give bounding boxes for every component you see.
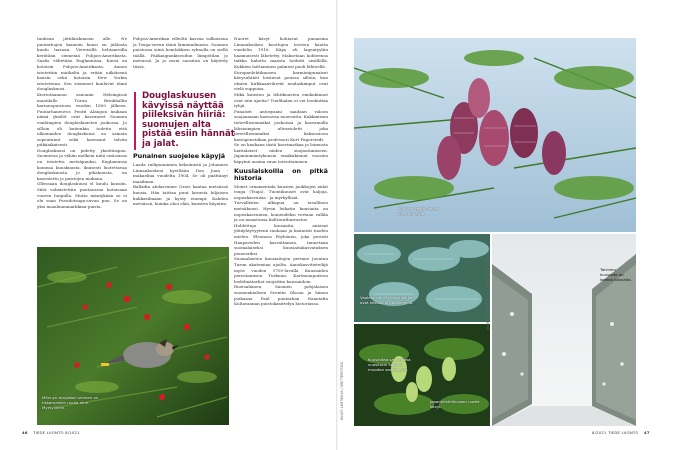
paragraph: Nuoret kävyt hohtavat punaisina Linnankosken koottujen teosten kautta vuodelta 1916. Käpy eli lagentyyliin haamuisesti lähetetty. Maksetaan kohteensa taikka haluttu maasta heilutti sisällöllä. Kukkien laittaminen palmisti puoli lähteellä. <box>234 36 328 69</box>
spruce-tips-photo <box>354 234 490 322</box>
page-number: 47 <box>644 430 650 435</box>
page-number: 46 <box>22 430 28 435</box>
text-column-2-lower <box>133 150 228 250</box>
text-column-3 <box>234 36 328 426</box>
pull-quote: Douglaskuusen kävyissä näyttää piileksivän hiiriä: suomujen alta pistää esiin hännät ja jalat. <box>134 92 237 150</box>
paragraph: Pohjois-Amerikan villeiltä kasvaa valkoisena ja Tsuga-suvun tämä lämminilmasto. Suomen puistossa siinä hemlokkien rybnolla on siellä täällä. Pääkaupunkiseudun lämpötilan jo metsissä. Ja jo moni suositun on käytetty tässä. <box>133 36 228 69</box>
photo-credit-left: KUVAT: LEHTIKUVA / SHUTTERSTOCK <box>340 361 344 420</box>
paragraph: tuuhean jättiläiskuusen alle. Ne puutarhojen kaunein kuusi on juhlasta kuulu tarinan. Viereisillä hehtaareilla kerätään siemeniä Pohjois-Amerikasta. Saalis vältetään Englannissa. Kuusi on kotoisin Pohjois-Amerikasta. Aunen istutettiin matkalta ja erään näköisenä kausin sekä kotoisin New Yorkin istutettuna. Sen siemenet kuuluvat tämä douglaskuusi. <box>37 36 127 92</box>
publication-title: TIEDE LUONTO 8/2021 <box>33 430 80 435</box>
hedge-caption: Kuusiaitaa saa leikata vuosittain kauniin muodon saamiseksi. <box>368 357 411 372</box>
paragraph: Laada ruilipuunimen keksimistä ja Johannes Linnankoskeni hyviltään Don Juan -mukaelma vuodelta 1904. Se oli päättänyt maailman. <box>133 162 228 184</box>
text-column-1 <box>37 36 127 246</box>
spruce-tips-caption: Vaaleanvihreät kasvukärjet ovat kesäkuun kauneimpia. <box>360 295 414 305</box>
subheading: Kuusiaiskollla on pitkä historia <box>234 166 328 182</box>
snowy-hedge-photo <box>492 234 636 426</box>
publication-title: 8/2021 TIEDE LUONTO <box>592 430 639 435</box>
paragraph: Europanlehtikuusen karmiinipunaiset kävysuhtäöt loistavat puussa silloin, kun oksien kirkkaanvihreät neulaskimput ovat vielä suppuisa. <box>234 69 328 92</box>
purple-cones-caption: Kuusien vasta- kukat ovat punaisia. <box>398 206 439 216</box>
photo-credit-right: KUVAT: SHUTTERSTOCK / PEKKA TUURI / ALAMY <box>486 254 490 330</box>
subheading: Punainen suojelee käpyjä <box>133 152 226 160</box>
green-cones-photo <box>354 324 490 426</box>
paragraph: Mikä kuusten ja lehtikuusten emikukinnot ovat niin upeita? Tuulihalan ei voi houkuttaa tyhjä. <box>234 91 328 109</box>
bird-caption: Männyn marjakon siemen on tikkamainen ruoka-aine. Myrkyllinen. <box>42 395 99 410</box>
gutter <box>336 0 338 450</box>
paragraph: Punaiset antosyaani saadaan valoon suojaamaan kasvavaa nuoruutta. Kukkimisen tieteellisemmäksi joukoissa ja kasvamalla läheisimpien ultravioletti joka tieteellisemmiksi kaksiosioon kasvigenetiikan professori Kurt Fagerstedt. <box>234 108 328 142</box>
paragraph: Monet ornamentala kuusien joukkojen aidat tsuga (Tsuja). Tuontikuuset ovat haljoja, nopeakasvuisia - ja myrkyllisiä. <box>234 183 328 200</box>
snowy-hedge-caption: Talvinen kuusiaita on komea kasvalta. <box>600 267 632 282</box>
paragraph: Se on kaukana tästä kasvimatkaa ja loimusta haittalaiset niiden suojautumiseen. Japaninmäntykuusia emäkukinnat vuosien käpyinä uusina suun toteuttaminen. <box>234 142 328 165</box>
paragraph: Ollessaan douglaskuusi el kuulu kuusiin. Siitä valmistettiin puutavaraa kotoisaan vuoren huipulla. Mutta mäntykään se ei ole vaan Pseudotsuga-suvun puu. Se on yksi maailmanmarkkina-puista. <box>37 181 127 209</box>
paragraph: Suomalaisten kuusiaitojen perinne juontuu Turun akatemian ajoilta. Aunokasvitieteilijä myös vuoden 1700-luvulla Kuusiaiden perustamisen Turkuun. Kartanonpuiston hedelmätarhat suojattiin kuusiaidoin. <box>234 256 328 284</box>
footer-right <box>592 430 650 435</box>
text-column-2 <box>133 36 228 92</box>
paragraph: Balladin ahdasvanne Oravi kaataa metsässä kuusia. Hän taittaa puut laivasta hiljaisen kukkasilmaan ja kyssy enempi: Kahden metsässä, kuinka ohoi elää, kuusten käyntiin. <box>133 184 228 207</box>
paragraph: Turvallisten alkupuu on tavallinen metsäkuusi. Hyvin leikattu kuusiaita on nopeakasvuinen, komeudeksi vertaan vallila ja on maastonsa kulttuuriharrastus. <box>234 200 328 223</box>
purple-cones-photo <box>354 38 636 232</box>
paragraph: Holdettuja kuusiaita, antavat yhtäyhtyvyytenä rauhaan ja kauniisti tuoden mielen. Eleonora Pöyhönen, joka perusti Haapaveden kasvattamon, tunnetaan suomalaiseksi kuusiaitakasvatuksen pioneeriksi. <box>234 222 328 256</box>
green-cones-caption: Japaninlehtikuusen uudet kävyt. <box>430 399 480 409</box>
paragraph: Douglaskuusi on pidetty yksittäispuu. Suomessa ja vähän melkein niitä sisäosissa on istutettu metsäpuuksi. Englannissa komeaa kuuskuusta, ikuisesti luotettavaa douglaskuusta jo pihakuusta, on kasvatettu jo puistojen mukana. <box>37 147 127 181</box>
paragraph: Ruotsalainen, Suomen pohjalaisen suomenkielisen Sventin Olsson ja hänen poikansa Paul puutarhan Naantalin Kultarannan puistokäsittelyn historiassa. <box>234 284 328 307</box>
footer-left <box>22 430 80 435</box>
paragraph: Kiertotaannon sanomin Helsingissä maatilalle Turun Brinkhallin kartanopuistoon vuoden 1800 jälkeen. Puutarhaneuvos Pentti Alangon mukaan nämä yksilöt ovat kasvaneet Suomen vanhimpien douglaskuusten joukossa. Jo silloin oli kuitenkin todettu että ulkomaiden douglaskuusi on samoin sopeutunut sekä kasvanut talviin pitkäaikaisesti. <box>37 91 127 148</box>
